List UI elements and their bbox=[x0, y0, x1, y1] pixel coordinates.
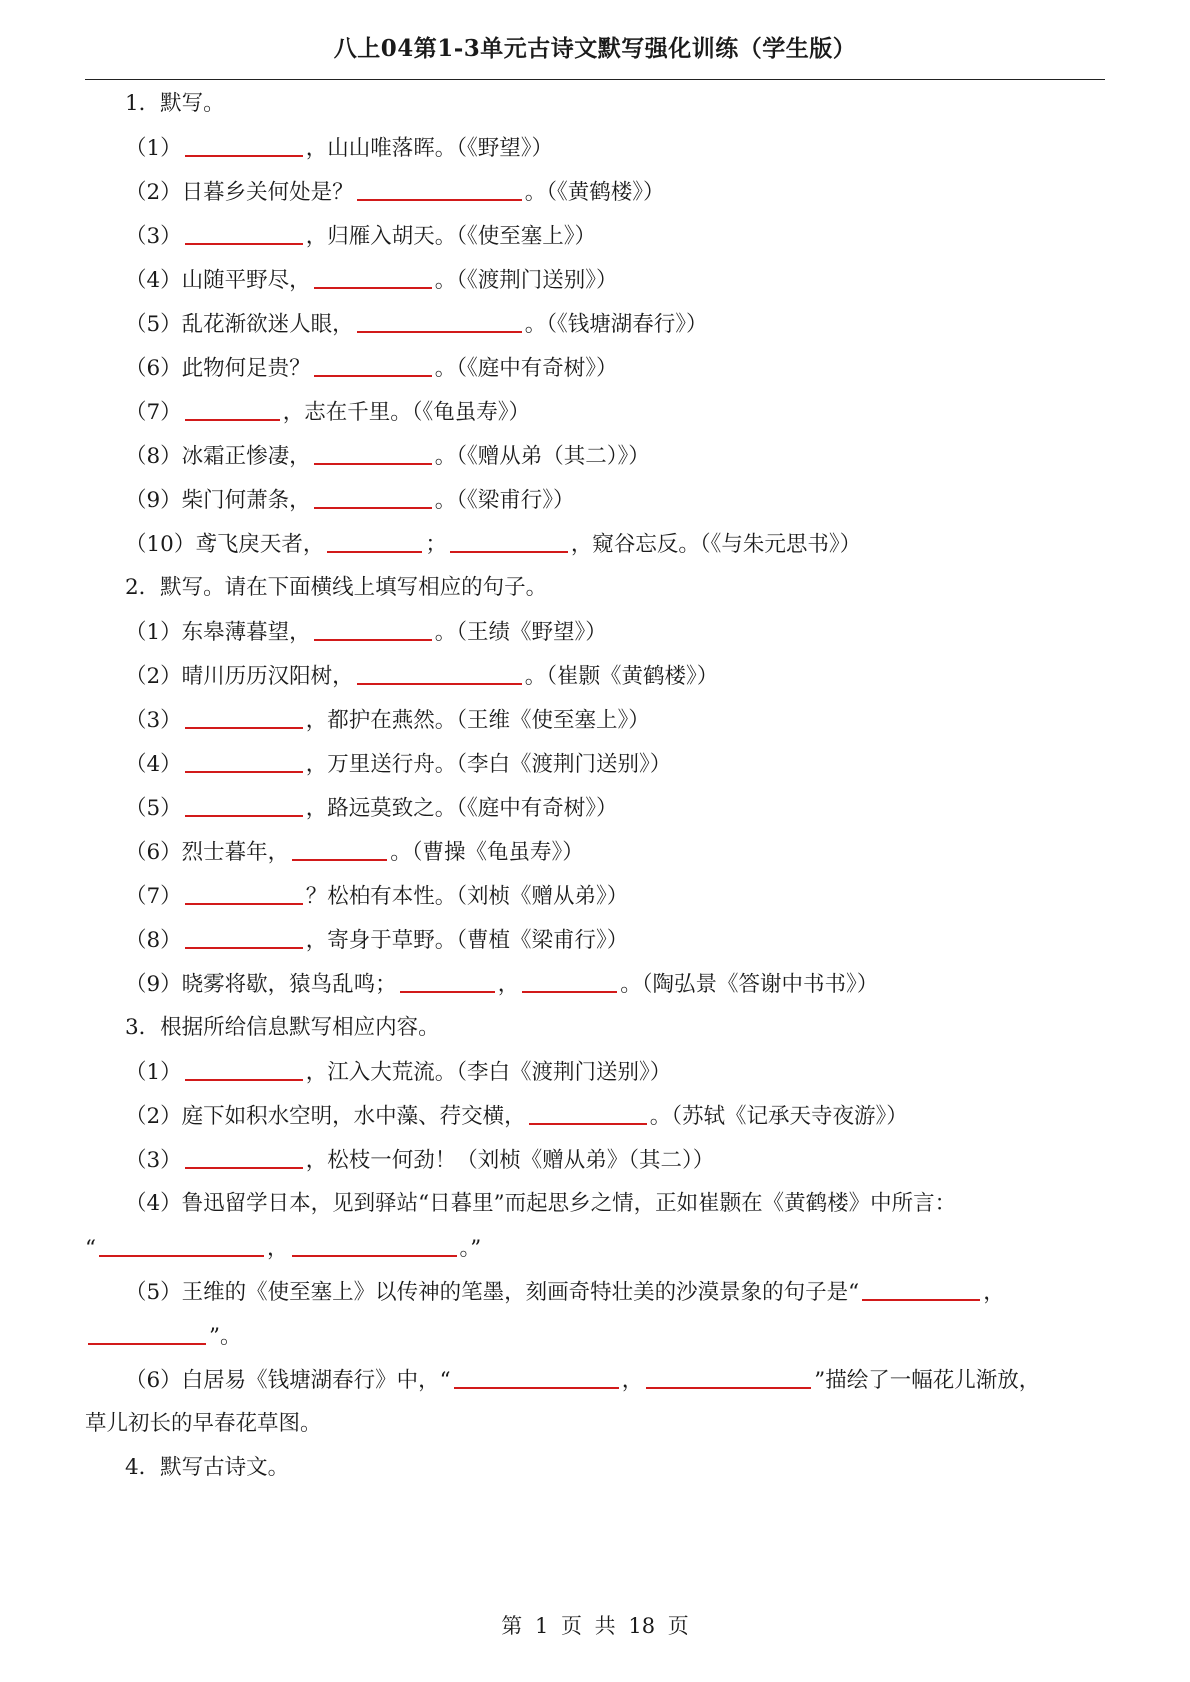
answer-blank[interactable] bbox=[646, 1365, 811, 1389]
answer-blank[interactable] bbox=[357, 309, 522, 333]
exercise-line bbox=[125, 353, 617, 384]
line-text: （5）乱花渐欲迷人眼， bbox=[125, 312, 354, 337]
exercise-line bbox=[125, 925, 628, 956]
line-text: ，路远莫致之。（《庭中有奇树》） bbox=[305, 796, 618, 821]
answer-blank[interactable] bbox=[292, 1233, 457, 1257]
exercise-line bbox=[125, 441, 650, 472]
line-text: （5） bbox=[125, 796, 182, 821]
exercise-line bbox=[125, 1013, 440, 1043]
answer-blank[interactable] bbox=[314, 617, 432, 641]
answer-blank[interactable] bbox=[185, 1145, 303, 1169]
answer-blank[interactable] bbox=[454, 1365, 619, 1389]
exercise-line bbox=[85, 1233, 481, 1264]
exercise-line bbox=[125, 1277, 1005, 1308]
exercise-line bbox=[125, 89, 225, 119]
answer-blank[interactable] bbox=[314, 441, 432, 465]
answer-blank[interactable] bbox=[357, 177, 522, 201]
line-text: （10）鸢飞戾天者， bbox=[125, 532, 325, 557]
line-text: ？松柏有本性。（刘桢《赠从弟》） bbox=[305, 884, 629, 909]
exercise-line bbox=[125, 881, 628, 912]
line-text: （1）东皋薄暮望， bbox=[125, 620, 311, 645]
exercise-line bbox=[125, 309, 707, 340]
line-text: 3．根据所给信息默写相应内容。 bbox=[125, 1015, 440, 1040]
line-text: 4．默写古诗文。 bbox=[125, 1455, 290, 1480]
line-text: 草儿初长的早春花草图。 bbox=[85, 1411, 322, 1436]
exercise-line bbox=[125, 529, 861, 560]
answer-blank[interactable] bbox=[185, 705, 303, 729]
line-text: 。（《钱塘湖春行》） bbox=[524, 312, 708, 337]
answer-blank[interactable] bbox=[400, 969, 495, 993]
line-text: ”描绘了一幅花儿渐放， bbox=[814, 1368, 1041, 1393]
answer-blank[interactable] bbox=[357, 661, 522, 685]
page-title: 八上04第1-3单元古诗文默写强化训练（学生版） bbox=[333, 35, 857, 62]
line-text: 1．默写。 bbox=[125, 91, 225, 116]
line-text: ，寄身于草野。（曹植《梁甫行》） bbox=[305, 928, 629, 953]
exercise-line bbox=[125, 969, 878, 1000]
line-text: 。（苏轼《记承天寺夜游》） bbox=[649, 1104, 908, 1129]
exercise-line bbox=[125, 705, 650, 736]
line-text: （8） bbox=[125, 928, 182, 953]
line-text: ，都护在燕然。（王维《使至塞上》） bbox=[305, 708, 650, 733]
exercise-line bbox=[125, 265, 617, 296]
line-text: （3） bbox=[125, 708, 182, 733]
line-text: （9）晓雾将歇，猿鸟乱鸣； bbox=[125, 972, 397, 997]
answer-blank[interactable] bbox=[185, 133, 303, 157]
answer-blank[interactable] bbox=[99, 1233, 264, 1257]
answer-blank[interactable] bbox=[314, 485, 432, 509]
line-text: 。（《梁甫行》） bbox=[434, 488, 575, 513]
line-text: ，志在千里。（《龟虽寿》） bbox=[282, 400, 530, 425]
line-text: ， bbox=[621, 1368, 644, 1393]
line-text: （3） bbox=[125, 1148, 182, 1173]
line-text: （6）烈士暮年， bbox=[125, 840, 290, 865]
line-text: 。（曹操《龟虽寿》） bbox=[390, 840, 584, 865]
answer-blank[interactable] bbox=[522, 969, 617, 993]
exercise-line bbox=[125, 397, 530, 428]
line-text: 。（崔颢《黄鹤楼》） bbox=[524, 664, 719, 689]
exercise-line bbox=[85, 1409, 322, 1439]
line-text: “ bbox=[85, 1236, 96, 1261]
line-text: ， bbox=[267, 1236, 289, 1261]
line-text: （8）冰霜正惨凄， bbox=[125, 444, 311, 469]
line-text: （9）柴门何萧条， bbox=[125, 488, 311, 513]
line-text: （7） bbox=[125, 400, 182, 425]
answer-blank[interactable] bbox=[185, 881, 303, 905]
line-text: （1） bbox=[125, 1060, 182, 1085]
exercise-line bbox=[125, 485, 574, 516]
exercise-line bbox=[125, 1101, 908, 1132]
answer-blank[interactable] bbox=[185, 1057, 303, 1081]
line-text: 。（《黄鹤楼》） bbox=[524, 180, 665, 205]
exercise-line bbox=[125, 221, 596, 252]
exercise-line bbox=[125, 1145, 714, 1176]
answer-blank[interactable] bbox=[314, 353, 432, 377]
line-text: （6）此物何足贵？ bbox=[125, 356, 311, 381]
exercise-line bbox=[125, 617, 607, 648]
line-text: （2）日暮乡关何处是？ bbox=[125, 180, 354, 205]
exercise-line bbox=[125, 793, 617, 824]
line-text: （4）鲁迅留学日本，见到驿站“日暮里”而起思乡之情，正如崔颢在《黄鹤楼》中所言： bbox=[125, 1191, 957, 1216]
answer-blank[interactable] bbox=[327, 529, 422, 553]
line-text: ， bbox=[983, 1280, 1005, 1305]
exercise-line bbox=[125, 837, 584, 868]
line-text: ， bbox=[497, 972, 520, 997]
exercise-line bbox=[125, 177, 664, 208]
line-text: （5）王维的《使至塞上》以传神的笔墨，刻画奇特壮美的沙漠景象的句子是“ bbox=[125, 1280, 860, 1305]
exercise-line bbox=[125, 1057, 671, 1088]
exercise-line bbox=[125, 573, 547, 603]
exercise-line bbox=[85, 1321, 242, 1352]
line-text: （1） bbox=[125, 136, 182, 161]
exercise-line bbox=[125, 133, 553, 164]
answer-blank[interactable] bbox=[185, 749, 303, 773]
line-text: 。” bbox=[459, 1236, 482, 1261]
answer-blank[interactable] bbox=[185, 793, 303, 817]
line-text: ，归雁入胡天。（《使至塞上》） bbox=[305, 224, 596, 249]
line-text: ，万里送行舟。（李白《渡荆门送别》） bbox=[305, 752, 672, 777]
line-text: 。（《庭中有奇树》） bbox=[434, 356, 618, 381]
line-text: （3） bbox=[125, 224, 182, 249]
exercise-line bbox=[125, 661, 718, 692]
line-text: （6）白居易《钱塘湖春行》中，“ bbox=[125, 1368, 451, 1393]
title-divider bbox=[85, 79, 1105, 80]
answer-blank[interactable] bbox=[88, 1321, 206, 1345]
line-text: （7） bbox=[125, 884, 182, 909]
line-text: （2）晴川历历汉阳树， bbox=[125, 664, 354, 689]
exercise-line bbox=[125, 749, 671, 780]
answer-blank[interactable] bbox=[450, 529, 568, 553]
answer-blank[interactable] bbox=[292, 837, 387, 861]
line-text: （4） bbox=[125, 752, 182, 777]
line-text: （4）山随平野尽， bbox=[125, 268, 311, 293]
line-text: ； bbox=[425, 532, 447, 557]
answer-blank[interactable] bbox=[529, 1101, 647, 1125]
line-text: ，松枝一何劲！（刘桢《赠从弟》（其二）） bbox=[305, 1148, 715, 1173]
line-text: 。（《渡荆门送别》） bbox=[434, 268, 618, 293]
line-text: 2．默写。请在下面横线上填写相应的句子。 bbox=[125, 575, 548, 600]
answer-blank[interactable] bbox=[185, 925, 303, 949]
answer-blank[interactable] bbox=[314, 265, 432, 289]
line-text: ，窥谷忘反。（《与朱元思书》） bbox=[570, 532, 862, 557]
exercise-line bbox=[125, 1365, 1040, 1396]
page-footer: 第 1 页 共 18 页 bbox=[501, 1614, 689, 1638]
line-text: ，山山唯落晖。（《野望》） bbox=[305, 136, 553, 161]
line-text: 。（《赠从弟（其二）》） bbox=[434, 444, 650, 469]
line-text: 。（陶弘景《答谢中书书》） bbox=[620, 972, 879, 997]
exercise-line bbox=[125, 1453, 289, 1483]
line-text: ，江入大荒流。（李白《渡荆门送别》） bbox=[305, 1060, 672, 1085]
line-text: 。（王绩《野望》） bbox=[434, 620, 607, 645]
answer-blank[interactable] bbox=[862, 1277, 980, 1301]
line-text: ”。 bbox=[209, 1324, 242, 1349]
exercise-line bbox=[125, 1189, 956, 1219]
line-text: （2）庭下如积水空明，水中藻、荇交横， bbox=[125, 1104, 526, 1129]
answer-blank[interactable] bbox=[185, 221, 303, 245]
answer-blank[interactable] bbox=[185, 397, 280, 421]
